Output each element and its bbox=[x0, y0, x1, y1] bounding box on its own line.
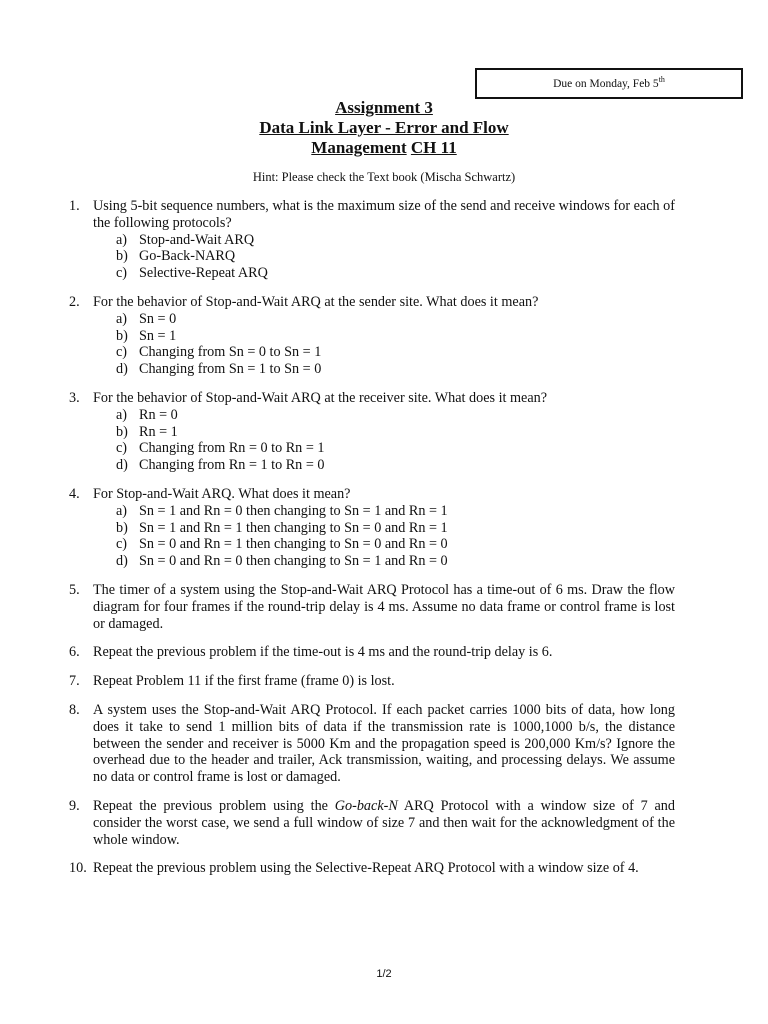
question-number: 5. bbox=[69, 581, 80, 598]
option-list bbox=[93, 232, 675, 282]
page-number: 1/2 bbox=[376, 968, 392, 980]
option-text: Rn = 1 bbox=[139, 423, 178, 440]
option-letter: a) bbox=[116, 231, 128, 248]
question-text: A system uses the Stop-and-Wait ARQ Protocol. If each packet carries 1000 bits of data, how long does it take to send 1 million bits of data if the transmission rate is 1000,1000 b/s, the distance between the sender and receiver is 5000 Km and the propagation speed is 200,000 Km/s? Ignore the overhead due to the header and trailer, Ack transmission, waiting, and processing delays. We assume no data or control frame is lost or damaged. bbox=[93, 701, 675, 786]
option-item bbox=[93, 232, 675, 249]
title-line-2: Data Link Layer - Error and Flow bbox=[259, 118, 509, 137]
option-item bbox=[93, 311, 675, 328]
option-text: Changing from Sn = 0 to Sn = 1 bbox=[139, 344, 322, 361]
option-text: Sn = 1 bbox=[139, 327, 177, 344]
option-item bbox=[93, 520, 675, 537]
option-item bbox=[93, 248, 675, 265]
question-number: 4. bbox=[69, 485, 80, 502]
option-letter: c) bbox=[116, 344, 128, 361]
question-item bbox=[69, 644, 675, 661]
option-list bbox=[93, 503, 675, 570]
question-item bbox=[69, 486, 675, 570]
question-text: For the behavior of Stop-and-Wait ARQ at the sender site. What does it mean? bbox=[93, 293, 539, 310]
question-text: Repeat the previous problem if the time-out is 4 ms and the round-trip delay is 6. bbox=[93, 644, 553, 661]
option-text: Changing from Rn = 1 to Rn = 0 bbox=[139, 457, 325, 474]
option-item bbox=[93, 503, 675, 520]
title-line-3b: CH 11 bbox=[410, 138, 457, 157]
hint-text: Hint: Please check the Text book (Mischa Schwartz) bbox=[252, 170, 516, 184]
option-text: Sn = 1 and Rn = 1 then changing to Sn = 0 and Rn = 1 bbox=[139, 519, 448, 536]
option-letter: b) bbox=[116, 327, 128, 344]
question-text: Repeat the previous problem using the Selective-Repeat ARQ Protocol with a window size of 4. bbox=[93, 860, 639, 877]
question-number: 10. bbox=[69, 860, 87, 877]
title-line-3a: Management bbox=[311, 138, 407, 157]
option-text: Changing from Rn = 0 to Rn = 1 bbox=[139, 440, 325, 457]
option-text: Sn = 0 and Rn = 1 then changing to Sn = 0 and Rn = 0 bbox=[139, 536, 448, 553]
question-text: Repeat the previous problem using the Go-back-N ARQ Protocol with a window size of 7 and consider the worst case, we send a full window of size 7 and then wait for the acknowledgment of the whole window. bbox=[93, 797, 675, 848]
question-text: For the behavior of Stop-and-Wait ARQ at the receiver site. What does it mean? bbox=[93, 389, 548, 406]
question-text: Using 5-bit sequence numbers, what is the maximum size of the send and receive windows for each of the following protocols? bbox=[93, 198, 675, 231]
title-line-1: Assignment 3 bbox=[335, 98, 433, 117]
question-number: 2. bbox=[69, 293, 80, 310]
question-item bbox=[69, 673, 675, 690]
option-text: Rn = 0 bbox=[139, 406, 178, 423]
question-list bbox=[69, 198, 675, 889]
question-item bbox=[69, 294, 675, 378]
option-item bbox=[93, 344, 675, 361]
option-letter: b) bbox=[116, 423, 128, 440]
option-letter: b) bbox=[116, 248, 128, 265]
option-letter: b) bbox=[116, 519, 128, 536]
option-item bbox=[93, 265, 675, 282]
question-text: For Stop-and-Wait ARQ. What does it mean? bbox=[93, 485, 351, 502]
question-number: 7. bbox=[69, 673, 80, 690]
question-number: 6. bbox=[69, 644, 80, 661]
question-number: 8. bbox=[69, 701, 80, 718]
option-text: Selective-Repeat ARQ bbox=[139, 265, 268, 282]
option-letter: c) bbox=[116, 536, 128, 553]
option-item bbox=[93, 440, 675, 457]
option-letter: d) bbox=[116, 553, 128, 570]
option-letter: c) bbox=[116, 440, 128, 457]
option-text: Sn = 0 and Rn = 0 then changing to Sn = 1 and Rn = 0 bbox=[139, 553, 448, 570]
option-item bbox=[93, 457, 675, 474]
question-number: 1. bbox=[69, 198, 80, 214]
question-item bbox=[69, 390, 675, 474]
question-text: The timer of a system using the Stop-and-Wait ARQ Protocol has a time-out of 6 ms. Draw the flow diagram for four frames if the round-trip delay is 4 ms. Assume no data frame or control frame is lost or damaged. bbox=[93, 581, 675, 632]
option-letter: a) bbox=[116, 406, 128, 423]
option-item bbox=[93, 407, 675, 424]
option-text: Stop-and-Wait ARQ bbox=[139, 231, 255, 248]
option-list bbox=[93, 407, 675, 474]
question-item bbox=[69, 582, 675, 632]
option-list bbox=[93, 311, 675, 378]
option-letter: d) bbox=[116, 361, 128, 378]
option-text: Changing from Sn = 1 to Sn = 0 bbox=[139, 361, 322, 378]
option-text: Go-Back-NARQ bbox=[139, 248, 236, 265]
option-text: Sn = 0 bbox=[139, 310, 177, 327]
option-letter: d) bbox=[116, 457, 128, 474]
option-letter: a) bbox=[116, 310, 128, 327]
option-item bbox=[93, 328, 675, 345]
option-item bbox=[93, 424, 675, 441]
question-item bbox=[69, 798, 675, 848]
question-text: Repeat Problem 11 if the first frame (frame 0) is lost. bbox=[93, 673, 395, 690]
option-letter: a) bbox=[116, 502, 128, 519]
option-letter: c) bbox=[116, 265, 128, 282]
option-item bbox=[93, 536, 675, 553]
option-text: Sn = 1 and Rn = 0 then changing to Sn = 1 and Rn = 1 bbox=[139, 502, 448, 519]
option-item bbox=[93, 361, 675, 378]
question-number: 3. bbox=[69, 389, 80, 406]
question-item bbox=[69, 702, 675, 786]
question-item bbox=[69, 860, 675, 877]
option-item bbox=[93, 553, 675, 570]
due-date-box bbox=[475, 68, 743, 99]
assignment-title bbox=[0, 98, 768, 158]
question-number: 9. bbox=[69, 797, 80, 814]
go-back-n-emphasis: Go-back-N bbox=[334, 797, 398, 814]
due-date-text: Due on Monday, Feb 5th bbox=[553, 74, 665, 90]
question-item bbox=[69, 198, 675, 282]
